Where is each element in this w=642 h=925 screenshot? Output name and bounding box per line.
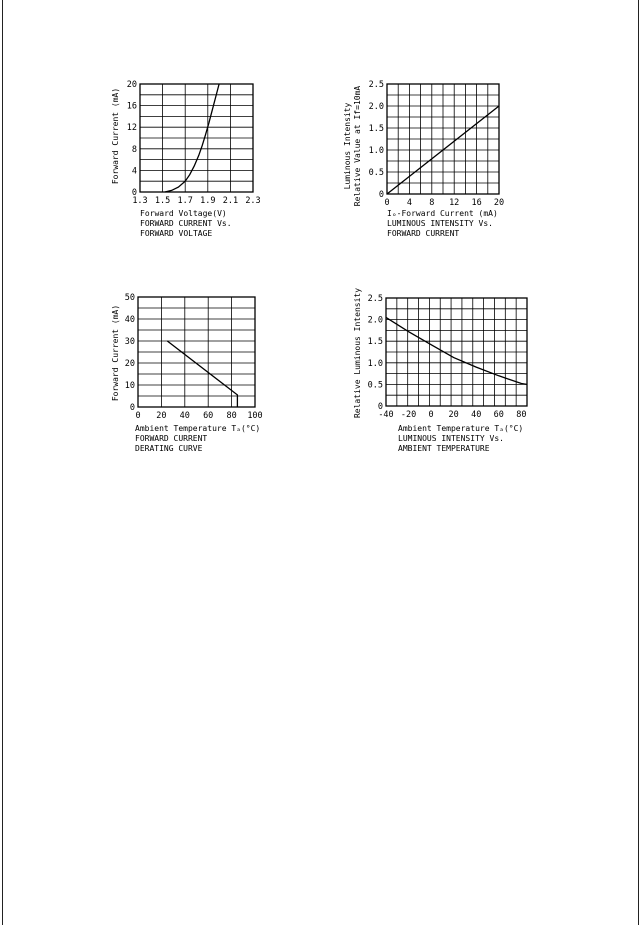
chart-1-caption-line-1: FORWARD CURRENT Vs. [140,219,232,228]
chart-3-svg [100,293,280,463]
x-tick-label: 4 [406,198,412,208]
page-right-border [638,0,639,925]
chart-forward-current-vs-voltage [100,78,280,252]
page-left-border [2,0,3,925]
chart-2-ylabel-line-2: Relative Value at If=10mA [353,85,362,207]
chart-3-xlabel: Ambient Temperature Tₐ(°C) [135,424,261,433]
y-tick-label: 30 [124,337,135,347]
x-tick-label: 20 [156,411,167,421]
chart-derating-curve [100,293,280,467]
x-tick-label: 0 [428,410,434,420]
y-tick-label: 2.5 [368,80,384,90]
x-tick-label: -20 [400,410,417,420]
y-tick-label: 1.0 [368,146,384,156]
x-tick-label: 1.3 [132,196,148,206]
chart-2-caption-line-1: LUMINOUS INTENSITY Vs. [387,219,493,228]
chart-3-caption-line-2: DERATING CURVE [135,444,203,453]
x-tick-label: 40 [471,410,482,420]
x-tick-label: 20 [448,410,459,420]
x-tick-label: 12 [449,198,460,208]
x-tick-label: 8 [429,198,435,208]
chart-4-xlabel: Ambient Temperature Tₐ(°C) [398,424,524,433]
x-tick-label: 1.9 [200,196,216,206]
y-tick-label: 12 [126,123,137,134]
x-tick-label: 60 [493,410,504,420]
chart-2-ylabel-line-1: Luminous Intensity [343,102,352,190]
y-tick-label: 10 [124,381,135,391]
x-tick-label: 16 [471,198,482,208]
chart-2-xlabel: Iₒ-Forward Current (mA) [387,209,498,218]
x-tick-label: 80 [516,410,527,420]
x-tick-label: 60 [203,411,214,421]
chart-1-xlabel: Forward Voltage(V) [140,209,227,218]
x-tick-label: 1.5 [154,196,171,206]
y-tick-label: 1.0 [367,358,383,369]
chart-3-ylabel: Forward Current (mA) [111,304,120,402]
chart-1-svg [100,78,280,248]
x-tick-label: 20 [493,198,505,208]
chart-luminous-vs-ambient-temperature [340,287,540,467]
y-tick-label: 2.0 [367,315,383,326]
y-tick-label: 40 [124,315,135,325]
x-tick-label: -40 [378,410,394,420]
y-tick-label: 0.5 [367,380,383,391]
x-tick-label: 0 [384,198,390,208]
x-tick-label: 0 [135,411,141,421]
series-line [386,317,527,384]
y-tick-label: 1.5 [368,124,384,134]
x-tick-label: 1.7 [177,196,193,206]
chart-1-caption-line-2: FORWARD VOLTAGE [140,229,213,238]
x-tick-label: 80 [226,411,237,421]
chart-2-svg [335,78,535,248]
y-tick-label: 8 [131,144,137,155]
x-tick-label: 2.1 [222,196,239,206]
y-tick-label: 0 [131,188,137,198]
chart-4-ylabel: Relative Luminous Intensity [353,287,362,419]
chart-2-caption-line-2: FORWARD CURRENT [387,229,460,238]
x-tick-label: 2.3 [245,196,261,206]
chart-3-caption-line-1: FORWARD CURRENT [135,434,208,443]
chart-4-caption-line-1: LUMINOUS INTENSITY Vs. [398,434,504,443]
y-tick-label: 16 [126,101,137,112]
y-tick-label: 2.5 [367,294,383,304]
chart-1-ylabel: Forward Current (mA) [111,87,120,185]
y-tick-label: 20 [126,80,137,90]
y-tick-label: 0.5 [368,168,384,178]
y-tick-label: 0 [129,403,135,413]
chart-luminous-vs-forward-current [335,78,535,252]
y-tick-label: 0 [377,402,383,412]
x-tick-label: 100 [247,411,263,421]
y-tick-label: 1.5 [367,337,383,348]
x-tick-label: 40 [179,411,190,421]
chart-4-svg [340,287,540,463]
y-tick-label: 0 [378,190,384,200]
y-tick-label: 50 [124,293,135,303]
y-tick-label: 4 [131,166,137,177]
chart-4-caption-line-2: AMBIENT TEMPERATURE [398,444,490,453]
y-tick-label: 2.0 [368,102,384,112]
y-tick-label: 20 [124,359,135,369]
